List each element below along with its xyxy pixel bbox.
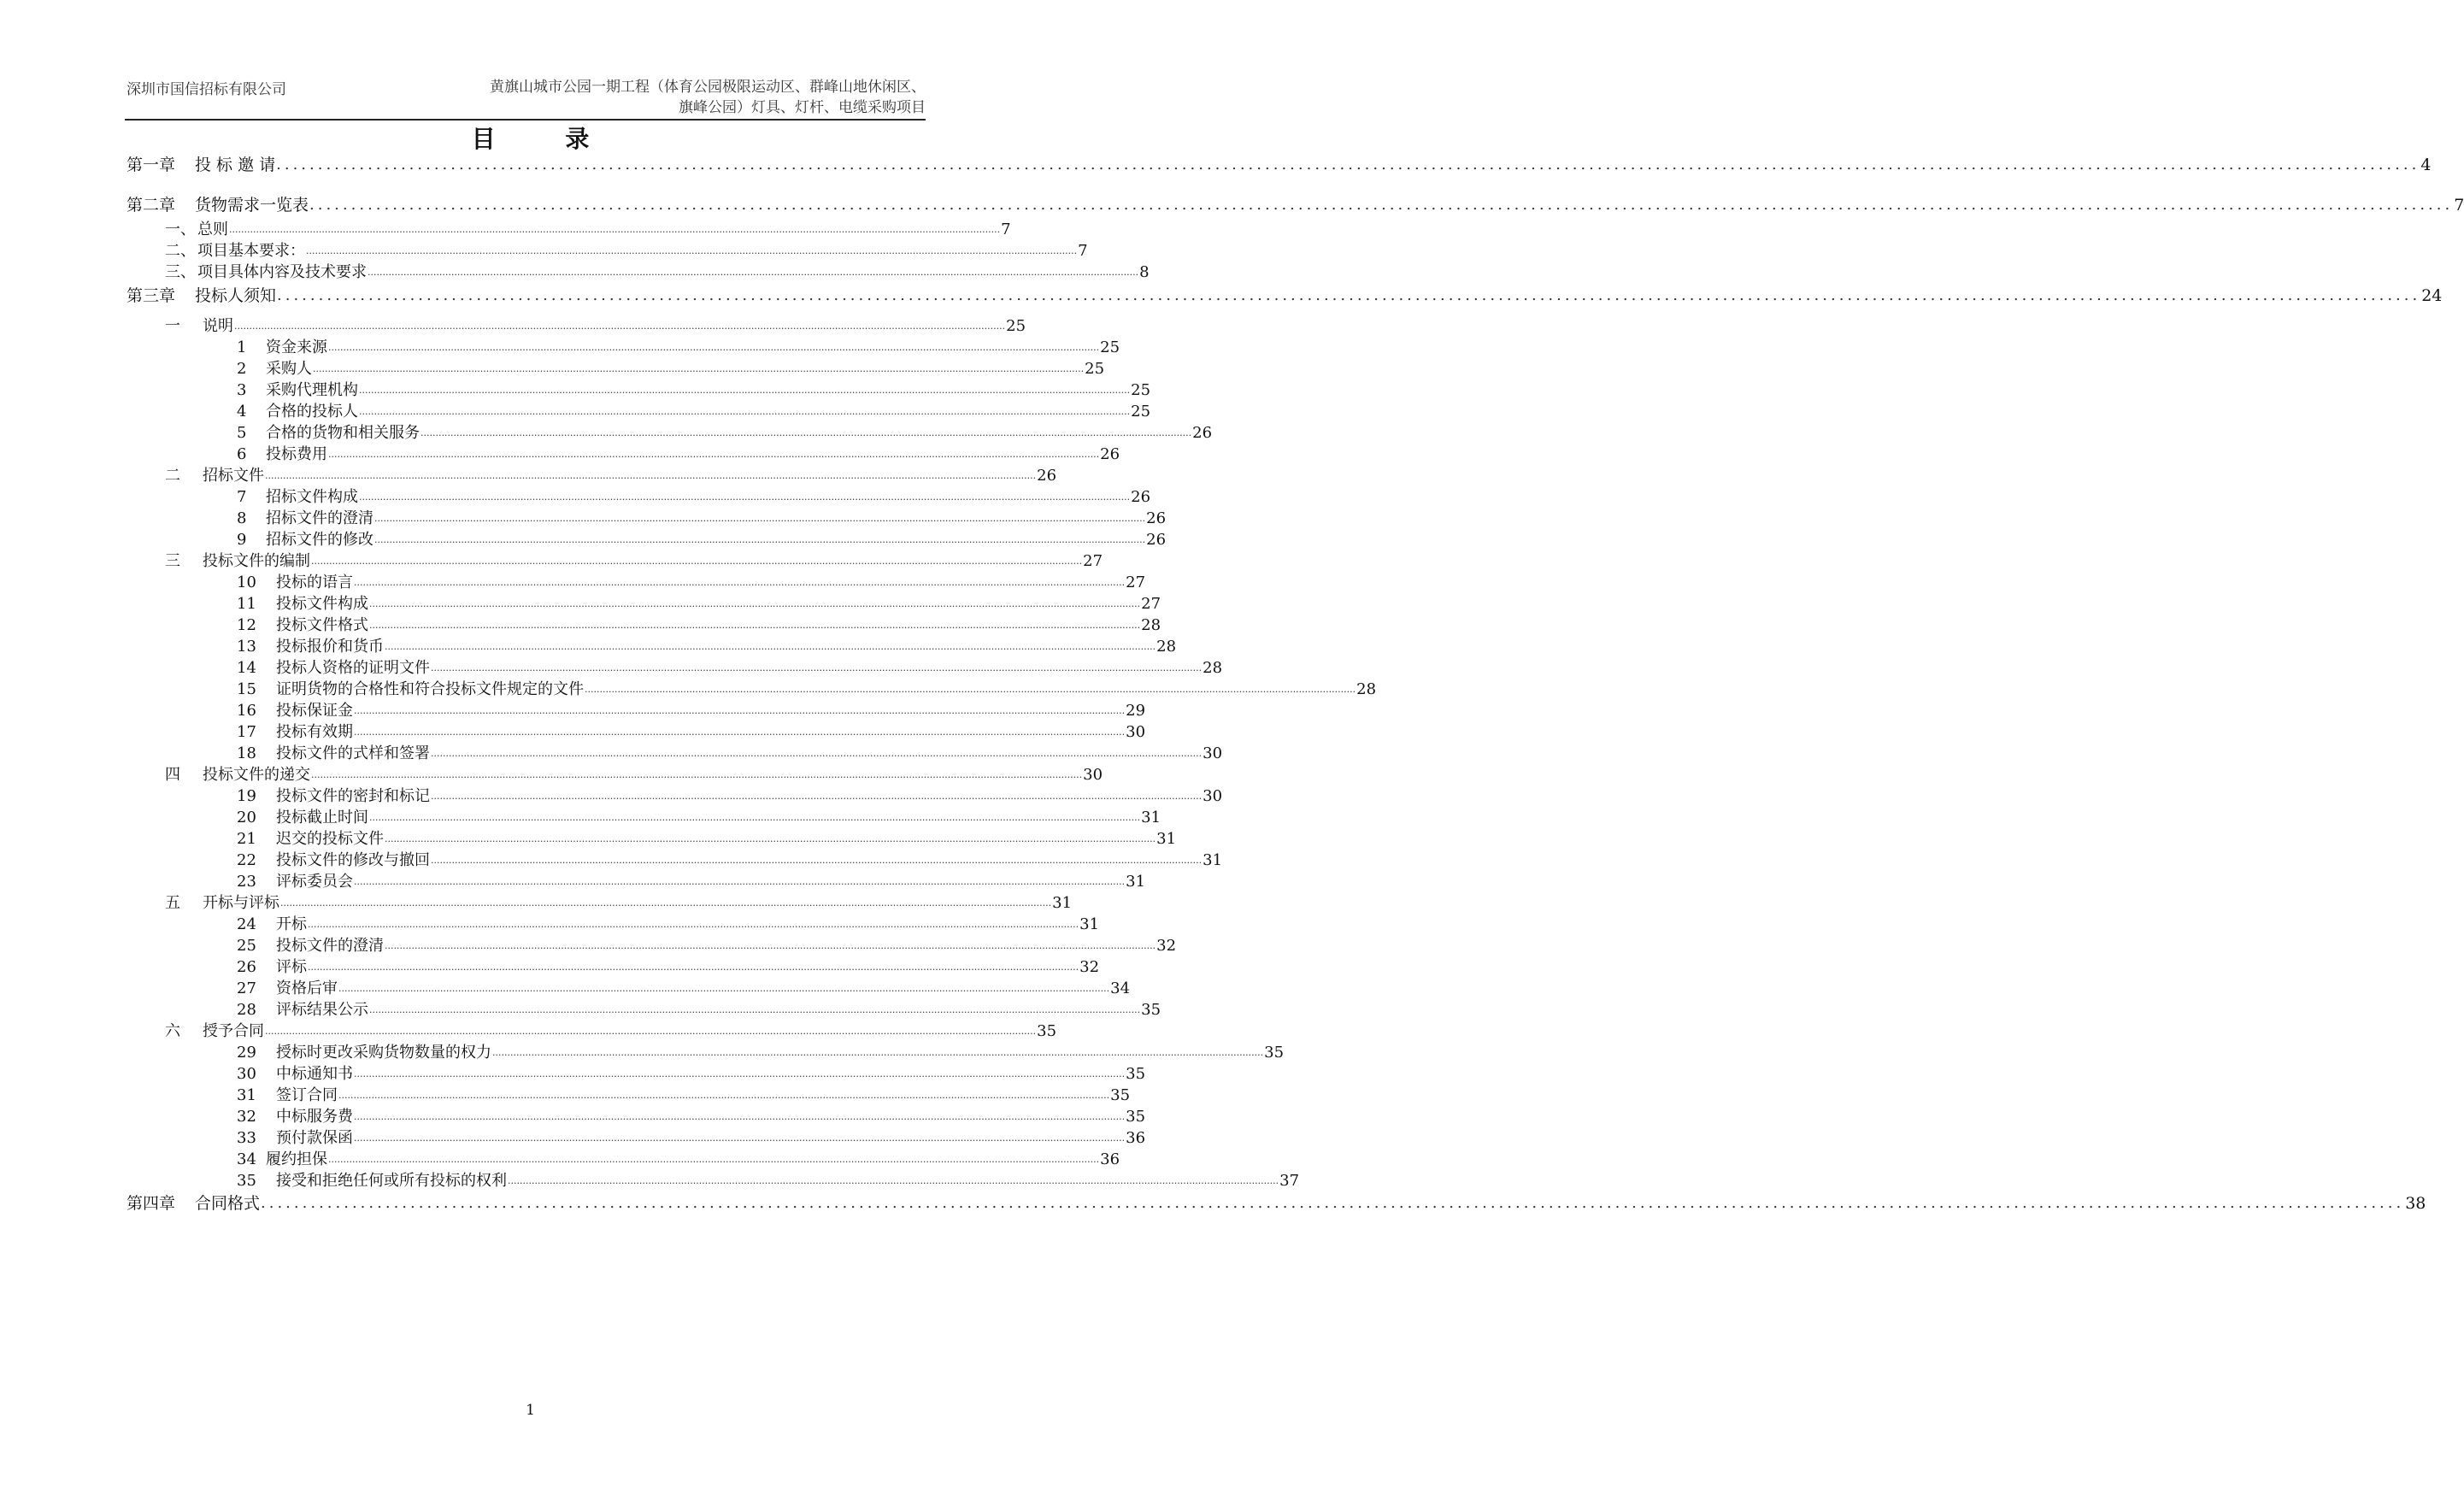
toc-dot-leader: .................................................................................................................................................................................................................................................................. [374,513,1146,524]
toc-entry-number: 11 [237,595,256,613]
toc-entry[interactable] [237,594,1161,615]
toc-entry-title: 签订合同 [276,1086,338,1104]
toc-dot-leader: .................................................................................................................................................................................................................................................................. [385,940,1156,951]
toc-dot-leader: .................................................................................................................................................................................................................................................................. [265,470,1037,481]
toc-entry-title: 授予合同 [203,1022,264,1040]
toc-entry-page: 26 [1100,445,1120,463]
toc-entry-page: 26 [1131,488,1151,506]
toc-dot-leader: .................................................................................................................................................................................................................................................................. [369,1004,1141,1015]
toc-entry[interactable] [237,936,1177,956]
toc-entry-title: 合格的投标人 [266,403,358,421]
toc-entry-number: 14 [237,659,256,677]
toc-entry-title: 投标文件的递交 [203,766,310,784]
toc-entry-title: 采购代理机构 [266,381,358,399]
toc-entry[interactable] [237,808,1161,828]
toc-entry[interactable] [165,466,1057,486]
toc-entry-title: 开标与评标 [203,894,279,912]
toc-entry-page: 31 [1203,851,1223,869]
toc-entry[interactable] [237,1064,1146,1085]
toc-dot-leader: .................................................................................................................................................................................................................................................................. [276,156,2420,174]
toc-entry-title: 中标通知书 [276,1065,353,1083]
toc-entry-number: 5 [237,424,247,442]
toc-entry-number: 4 [237,403,247,421]
toc-entry-title: 投标文件的式样和签署 [276,744,430,762]
toc-dot-leader: .................................................................................................................................................................................................................................................................. [354,726,1126,738]
toc-dot-leader: .................................................................................................................................................................................................................................................................. [431,791,1203,802]
toc-entry-page: 25 [1085,360,1105,378]
toc-dot-leader: .................................................................................................................................................................................................................................................................. [431,662,1203,674]
toc-entry-page: 35 [1264,1044,1285,1062]
toc-entry-page: 31 [1126,873,1146,891]
toc-entry-number: 15 [237,680,256,698]
toc-dot-leader: .................................................................................................................................................................................................................................................................. [359,385,1131,396]
toc-entry-number: 9 [237,531,247,549]
toc-entry-page: 26 [1037,467,1057,485]
toc-dot-leader: .................................................................................................................................................................................................................................................................. [431,855,1203,866]
toc-dot-leader: .................................................................................................................................................................................................................................................................. [311,556,1083,567]
toc-entry-title: 评标结果公示 [276,1001,368,1019]
toc-entry-title: 投标人须知 [195,286,277,305]
toc-entry-page: 28 [1156,638,1177,656]
toc-title: 目 录 [471,125,620,153]
toc-entry-number: 28 [237,1001,256,1019]
toc-entry-title: 投标截止时间 [276,809,368,826]
toc-entry[interactable] [237,444,1120,465]
toc-entry-title: 投标文件的密封和标记 [276,787,430,805]
toc-dot-leader: .................................................................................................................................................................................................................................................................. [309,196,2454,214]
toc-dot-leader: .................................................................................................................................................................................................................................................................. [261,1194,2405,1212]
toc-entry-page: 34 [1110,979,1131,997]
toc-entry-page: 38 [2405,1194,2426,1213]
toc-entry-page: 35 [1110,1086,1131,1104]
toc-dot-leader: .................................................................................................................................................................................................................................................................. [359,406,1131,417]
toc-dot-leader: .................................................................................................................................................................................................................................................................. [338,983,1110,994]
toc-entry-number: 17 [237,723,256,741]
toc-entry-number: 12 [237,616,256,634]
toc-entry-page: 31 [1156,830,1177,848]
toc-entry-title: 合同格式 [195,1194,261,1213]
toc-entry-number: 二、 [165,242,196,260]
toc-entry-number: 6 [237,445,247,463]
toc-dot-leader: .................................................................................................................................................................................................................................................................. [306,245,1078,256]
toc-entry-page: 27 [1141,595,1161,613]
toc-entry-title: 开标 [276,915,307,933]
toc-dot-leader: .................................................................................................................................................................................................................................................................. [265,1026,1037,1037]
toc-entry-number: 3 [237,381,247,399]
toc-entry[interactable] [237,1000,1161,1021]
toc-entry-page: 26 [1146,509,1167,527]
toc-entry-number: 24 [237,915,256,933]
toc-entry-page: 35 [1141,1001,1161,1019]
toc-entry-title: 接受和拒绝任何或所有投标的权利 [276,1172,507,1190]
toc-entry-number: 一 [165,317,180,335]
toc-entry-page: 28 [1141,616,1161,634]
toc-entry[interactable] [237,380,1151,401]
toc-entry-number: 35 [237,1172,256,1190]
toc-dot-leader: .................................................................................................................................................................................................................................................................. [368,267,1139,278]
toc-entry-page: 35 [1126,1065,1146,1083]
toc-entry[interactable] [237,658,1223,679]
toc-entry[interactable] [237,679,1377,700]
toc-entry-title: 评标 [276,958,307,976]
toc-entry-title: 投标文件的编制 [203,552,310,570]
toc-entry-number: 29 [237,1044,256,1062]
toc-entry-title: 履约担保 [266,1150,327,1168]
toc-dot-leader: .................................................................................................................................................................................................................................................................. [385,641,1156,652]
toc-entry[interactable] [165,241,1088,262]
toc-entry-page: 31 [1079,915,1100,933]
toc-entry[interactable] [237,786,1223,807]
toc-entry[interactable] [237,1171,1300,1191]
toc-dot-leader: .................................................................................................................................................................................................................................................................. [308,919,1079,930]
toc-entry[interactable] [165,1021,1057,1042]
toc-entry-page: 30 [1203,787,1223,805]
toc-entry-title: 货物需求一览表 [195,196,309,215]
toc-entry[interactable] [237,1150,1120,1170]
toc-dot-leader: .................................................................................................................................................................................................................................................................. [374,534,1146,545]
toc-entry[interactable] [237,1085,1131,1106]
toc-dot-leader: .................................................................................................................................................................................................................................................................. [585,684,1356,695]
toc-entry-title: 投标保证金 [276,702,353,720]
toc-entry-title: 项目具体内容及技术要求 [197,263,367,281]
toc-entry-page: 7 [1001,221,1011,238]
toc-entry-number: 34 [237,1150,256,1168]
toc-dot-leader: .................................................................................................................................................................................................................................................................. [338,1090,1110,1101]
toc-entry-number: 三 [165,552,180,570]
toc-entry-title: 投标文件的修改与撤回 [276,851,430,869]
toc-entry[interactable] [237,637,1177,657]
toc-entry[interactable] [237,872,1146,892]
toc-dot-leader: .................................................................................................................................................................................................................................................................. [328,1154,1100,1165]
toc-dot-leader: .................................................................................................................................................................................................................................................................. [385,833,1156,844]
toc-entry-number: 13 [237,638,256,656]
toc-entry[interactable] [237,850,1223,871]
toc-entry-page: 26 [1192,424,1213,442]
toc-entry-page: 4 [2420,156,2432,174]
toc-entry-number: 一、 [165,221,196,238]
toc-entry[interactable] [237,1128,1146,1149]
toc-dot-leader: .................................................................................................................................................................................................................................................................. [234,321,1006,332]
toc-entry-number: 第二章 [126,196,176,215]
toc-entry-title: 合格的货物和相关服务 [266,424,420,442]
toc-entry-title: 证明货物的合格性和符合投标文件规定的文件 [276,680,584,698]
toc-entry[interactable] [165,551,1103,572]
toc-entry[interactable] [237,509,1167,529]
toc-entry[interactable] [237,530,1167,550]
toc-entry-number: 7 [237,488,247,506]
toc-entry[interactable] [165,262,1150,283]
toc-entry-page: 7 [1078,242,1088,260]
toc-entry-page: 25 [1100,338,1120,356]
toc-entry-page: 37 [1279,1172,1300,1190]
toc-dot-leader: .................................................................................................................................................................................................................................................................. [280,897,1052,909]
toc-entry-page: 31 [1141,809,1161,826]
toc-entry-number: 25 [237,937,256,955]
toc-dot-leader: .................................................................................................................................................................................................................................................................. [354,1132,1126,1144]
toc-entry-title: 采购人 [266,360,312,378]
toc-entry[interactable] [237,423,1213,444]
toc-entry[interactable] [237,338,1120,358]
toc-entry-page: 24 [2421,286,2443,305]
toc-entry-number: 21 [237,830,256,848]
toc-dot-leader: .................................................................................................................................................................................................................................................................. [354,1068,1126,1079]
toc-entry-title: 迟交的投标文件 [276,830,384,848]
toc-dot-leader: .................................................................................................................................................................................................................................................................. [354,705,1126,716]
toc-entry-page: 32 [1079,958,1100,976]
toc-entry-number: 26 [237,958,256,976]
toc-dot-leader: .................................................................................................................................................................................................................................................................. [229,224,1001,235]
toc-entry-page: 26 [1146,531,1167,549]
toc-entry-title: 招标文件的澄清 [266,509,373,527]
toc-entry-page: 29 [1126,702,1146,720]
toc-dot-leader: .................................................................................................................................................................................................................................................................. [420,427,1192,438]
toc-entry[interactable] [126,285,2443,307]
header-company: 深圳市国信招标有限公司 [126,81,286,98]
toc-entry-page: 36 [1126,1129,1146,1147]
toc-entry-number: 33 [237,1129,256,1147]
toc-entry-number: 二 [165,467,180,485]
header-project-line1: 黄旗山城市公园一期工程（体育公园极限运动区、群峰山地休闲区、 [490,79,926,96]
toc-entry-page: 8 [1139,263,1150,281]
toc-entry-number: 第三章 [126,286,176,305]
toc-entry-number: 23 [237,873,256,891]
toc-entry-title: 评标委员会 [276,873,353,891]
toc-dot-leader: .................................................................................................................................................................................................................................................................. [354,876,1126,887]
toc-dot-leader: .................................................................................................................................................................................................................................................................. [369,598,1141,609]
toc-entry-title: 招标文件构成 [266,488,358,506]
toc-entry[interactable] [237,573,1146,593]
toc-entry-number: 10 [237,574,256,591]
toc-dot-leader: .................................................................................................................................................................................................................................................................. [354,577,1126,588]
toc-entry[interactable] [126,194,2464,216]
toc-entry-number: 五 [165,894,180,912]
toc-entry[interactable] [237,829,1177,850]
toc-entry[interactable] [237,615,1161,636]
toc-entry[interactable] [237,979,1131,999]
toc-entry-page: 30 [1126,723,1146,741]
toc-entry-title: 招标文件 [203,467,264,485]
toc-entry-title: 授标时更改采购货物数量的权力 [276,1044,491,1062]
toc-dot-leader: .................................................................................................................................................................................................................................................................. [311,769,1083,780]
toc-entry-title: 项目基本要求： [197,242,305,260]
toc-entry-title: 预付款保函 [276,1129,353,1147]
toc-entry-title: 投标报价和货币 [276,638,384,656]
toc-entry-title: 投标文件构成 [276,595,368,613]
toc-entry-page: 30 [1083,766,1103,784]
toc-dot-leader: .................................................................................................................................................................................................................................................................. [277,286,2421,304]
toc-entry[interactable] [237,701,1146,721]
toc-entry-page: 28 [1203,659,1223,677]
toc-entry[interactable] [237,1043,1285,1063]
toc-entry-number: 20 [237,809,256,826]
toc-dot-leader: .................................................................................................................................................................................................................................................................. [328,342,1100,353]
toc-dot-leader: .................................................................................................................................................................................................................................................................. [369,812,1141,823]
toc-entry-page: 31 [1052,894,1073,912]
toc-entry-number: 27 [237,979,256,997]
toc-entry[interactable] [237,359,1105,379]
toc-entry-title: 投标有效期 [276,723,353,741]
toc-entry-title: 中标服务费 [276,1108,353,1126]
toc-entry-title: 投标费用 [266,445,327,463]
toc-entry-number: 8 [237,509,247,527]
toc-entry-page: 35 [1126,1108,1146,1126]
toc-dot-leader: .................................................................................................................................................................................................................................................................. [369,620,1141,631]
toc-entry-number: 三、 [165,263,196,281]
toc-entry-number: 1 [237,338,247,356]
toc-entry[interactable] [237,722,1146,743]
toc-entry-title: 资金来源 [266,338,327,356]
toc-entry-number: 18 [237,744,256,762]
toc-entry[interactable] [237,957,1100,978]
toc-entry-number: 2 [237,360,247,378]
toc-entry-page: 35 [1037,1022,1057,1040]
toc-dot-leader: .................................................................................................................................................................................................................................................................. [328,449,1100,460]
toc-entry-title: 投标的语言 [276,574,353,591]
toc-dot-leader: .................................................................................................................................................................................................................................................................. [431,748,1203,759]
toc-entry-page: 25 [1131,381,1151,399]
toc-entry[interactable] [165,220,1011,240]
toc-dot-leader: .................................................................................................................................................................................................................................................................. [308,962,1079,973]
toc-entry-number: 32 [237,1108,256,1126]
toc-entry[interactable] [237,915,1100,935]
toc-entry-page: 30 [1203,744,1223,762]
toc-entry-title: 投 标 邀 请 [195,156,276,174]
toc-entry-number: 31 [237,1086,256,1104]
toc-entry[interactable] [165,893,1073,914]
toc-entry-page: 27 [1126,574,1146,591]
toc-entry-title: 说明 [203,317,233,335]
toc-entry-number: 四 [165,766,180,784]
toc-entry[interactable] [126,154,2432,176]
toc-entry-page: 25 [1006,317,1026,335]
toc-entry[interactable] [237,487,1151,508]
toc-entry-number: 22 [237,851,256,869]
toc-entry-number: 30 [237,1065,256,1083]
toc-entry[interactable] [165,316,1026,337]
page-number: 1 [526,1402,535,1419]
toc-entry-page: 7 [2454,196,2464,215]
toc-dot-leader: .................................................................................................................................................................................................................................................................. [359,491,1131,503]
toc-entry[interactable] [237,1107,1146,1127]
header-project-line2: 旗峰公园）灯具、灯杆、电缆采购项目 [679,99,926,116]
toc-entry-page: 27 [1083,552,1103,570]
toc-entry[interactable] [165,765,1103,785]
toc-entry-title: 资格后审 [276,979,338,997]
toc-entry-number: 19 [237,787,256,805]
toc-dot-leader: .................................................................................................................................................................................................................................................................. [354,1111,1126,1122]
toc-entry-title: 投标人资格的证明文件 [276,659,430,677]
toc-entry-page: 25 [1131,403,1151,421]
toc-entry-title: 投标文件格式 [276,616,368,634]
toc-entry-number: 16 [237,702,256,720]
toc-entry-title: 招标文件的修改 [266,531,373,549]
toc-entry-title: 投标文件的澄清 [276,937,384,955]
toc-entry-number: 第四章 [126,1194,176,1213]
toc-entry-page: 32 [1156,937,1177,955]
toc-entry-title: 总则 [197,221,228,238]
toc-dot-leader: .................................................................................................................................................................................................................................................................. [313,363,1085,374]
toc-entry-page: 36 [1100,1150,1120,1168]
toc-entry-number: 六 [165,1022,180,1040]
toc-entry[interactable] [126,1192,2426,1215]
toc-entry-number: 第一章 [126,156,176,174]
toc-entry[interactable] [237,402,1151,422]
toc-dot-leader: .................................................................................................................................................................................................................................................................. [492,1047,1264,1058]
toc-dot-leader: .................................................................................................................................................................................................................................................................. [508,1175,1279,1186]
toc-entry[interactable] [237,744,1223,764]
toc-entry-page: 28 [1356,680,1377,698]
